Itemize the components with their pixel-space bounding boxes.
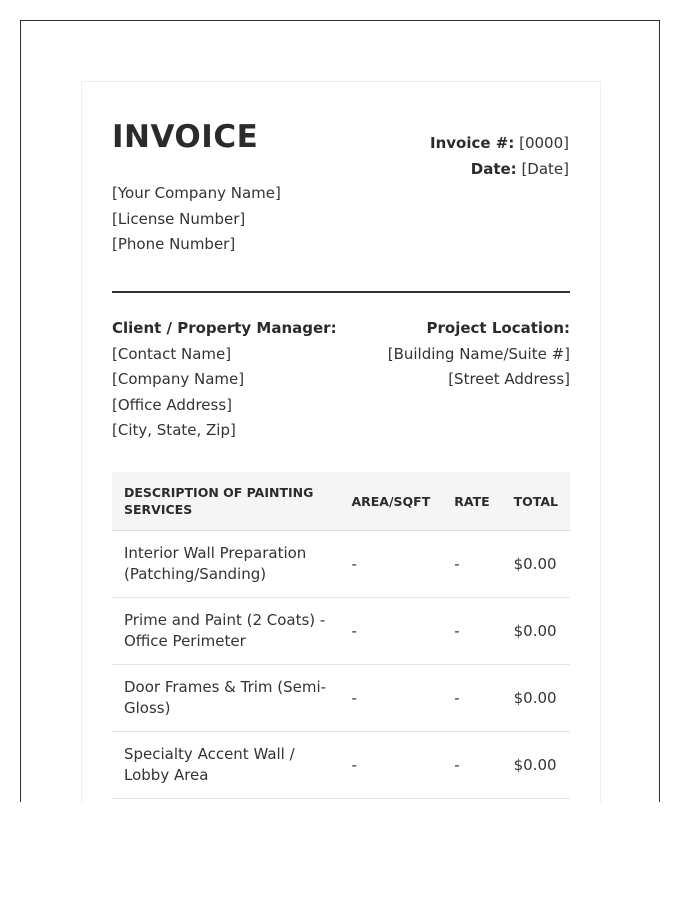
row-description: Specialty Accent Wall / Lobby Area bbox=[112, 732, 339, 799]
location-street: [Street Address] bbox=[448, 370, 570, 388]
invoice-number-row bbox=[430, 130, 569, 156]
invoice-meta bbox=[430, 130, 569, 182]
header-divider bbox=[112, 291, 570, 293]
date-label: Date: bbox=[470, 160, 517, 178]
client-block bbox=[112, 316, 337, 444]
row-area: - bbox=[339, 531, 442, 598]
services-table bbox=[112, 472, 570, 799]
client-heading: Client / Property Manager: bbox=[112, 319, 337, 337]
row-rate: - bbox=[442, 665, 501, 732]
row-total: $0.00 bbox=[502, 665, 570, 732]
date-value: [Date] bbox=[516, 160, 569, 178]
project-location-block bbox=[388, 316, 570, 393]
row-total: $0.00 bbox=[502, 531, 570, 598]
header-total: TOTAL bbox=[502, 472, 570, 531]
phone-number: [Phone Number] bbox=[112, 235, 236, 253]
row-area: - bbox=[339, 732, 442, 799]
row-area: - bbox=[339, 598, 442, 665]
table-header-row bbox=[112, 472, 570, 531]
invoice-number-value: [0000] bbox=[514, 134, 569, 152]
table-row bbox=[112, 531, 570, 598]
header-description: DESCRIPTION OF PAINTING SERVICES bbox=[112, 472, 339, 531]
client-contact-name: [Contact Name] bbox=[112, 344, 232, 363]
license-number: [License Number] bbox=[112, 209, 246, 228]
table-row bbox=[112, 665, 570, 732]
row-total: $0.00 bbox=[502, 732, 570, 799]
date-row bbox=[430, 156, 569, 182]
row-total: $0.00 bbox=[502, 598, 570, 665]
table-row bbox=[112, 732, 570, 799]
row-description: Door Frames & Trim (Semi-Gloss) bbox=[112, 665, 339, 732]
row-rate: - bbox=[442, 531, 501, 598]
header-area: AREA/SQFT bbox=[339, 472, 442, 531]
row-description: Prime and Paint (2 Coats) - Office Perimeter bbox=[112, 598, 339, 665]
invoice-title: INVOICE bbox=[112, 119, 259, 155]
row-area: - bbox=[339, 665, 442, 732]
row-description: Interior Wall Preparation (Patching/Sanding) bbox=[112, 531, 339, 598]
company-name: [Your Company Name] bbox=[112, 184, 281, 202]
invoice-number-label: Invoice #: bbox=[430, 134, 515, 152]
row-rate: - bbox=[442, 732, 501, 799]
client-company-name: [Company Name] bbox=[112, 370, 245, 388]
company-info bbox=[112, 181, 281, 258]
location-heading: Project Location: bbox=[426, 319, 570, 337]
header-rate: RATE bbox=[442, 472, 501, 531]
table-row bbox=[112, 598, 570, 665]
client-city-state-zip: [City, State, Zip] bbox=[112, 421, 236, 439]
row-rate: - bbox=[442, 598, 501, 665]
client-office-address: [Office Address] bbox=[112, 395, 232, 414]
location-building: [Building Name/Suite #] bbox=[387, 344, 570, 363]
